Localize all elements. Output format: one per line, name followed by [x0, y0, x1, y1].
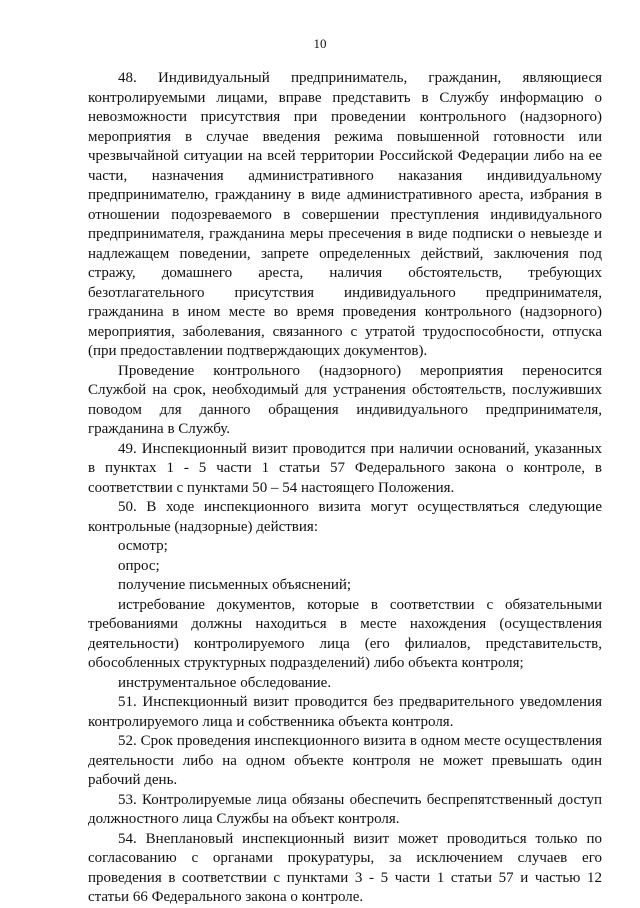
document-body — [88, 69, 602, 908]
list-item-instrumental-survey: инструментальное обследование. — [118, 674, 332, 691]
paragraph-48-continuation: Проведение контрольного (надзорного) мероприятия переносится Службой на срок, необходимый для устранения обстоятельств, послуживших поводом для данного обращения индивидуального предпринимателя, гражданина в Службу. — [88, 362, 602, 437]
list-item-inspection: осмотр; — [118, 538, 168, 554]
page-number: 10 — [313, 36, 327, 51]
paragraph-53: 53. Контролируемые лица обязаны обеспечить беспрепятственный доступ должностного лица Службы на объект контроля. — [88, 791, 602, 827]
paragraph-52: 52. Срок проведения инспекционного визита в одном месте осуществления деятельности либо на одном объекте контроля не может превышать один рабочий день. — [88, 733, 602, 788]
paragraph-54: 54. Внеплановый инспекционный визит может проводиться только по согласованию с органами прокуратуры, за исключением случаев его проведения в соответствии с пунктами 3 - 5 части 1 статьи 57 и частью 12 статьи 66 Федерального закона о контроле. — [88, 830, 602, 905]
list-item-written-explanations: получение письменных объяснений; — [118, 577, 352, 593]
paragraph-48: 48. Индивидуальный предприниматель, гражданин, являющиеся контролируемыми лицами, вправе представить в Службу информацию о невозможности присутствия при проведении контрольного (надзорного) мероприятия в случае введения режима повышенной готовности или чрезвычайной ситуации на всей территории Российской Федерации либо на ее части, назначения административного наказания индивидуальному предпринимателю, гражданину в виде административного ареста, избрания в отношении подозреваемого в совершении преступления индивидуального предпринимателя, гражданина меры пресечения в виде подписки о невыезде и надлежащем поведении, запрете определенных действий, заключения под стражу, домашнего ареста, наличия обстоятельств, требующих безотлагательного присутствия индивидуального предпринимателя, гражданина в ином месте во время проведения контрольного (надзорного) мероприятия, заболевания, связанного с утратой трудоспособности, отпуска (при предоставлении подтверждающих документов). — [88, 70, 602, 359]
list-item-document-request: истребование документов, которые в соответствии с обязательными требованиями должны находиться в месте нахождения (осуществления деятельности) контролируемого лица (его филиалов, представительств, обособленных структурных подразделений) либо объекта контроля; — [88, 596, 602, 671]
list-item-interview: опрос; — [118, 557, 160, 574]
paragraph-50: 50. В ходе инспекционного визита могут осуществляться следующие контрольные (надзорные) действия: — [88, 499, 602, 535]
paragraph-49: 49. Инспекционный визит проводится при наличии оснований, указанных в пунктах 1 - 5 части 1 статьи 57 Федерального закона о контроле, в соответствии с пунктами 50 – 54 настоящего Положения. — [88, 440, 602, 496]
paragraph-51: 51. Инспекционный визит проводится без предварительного уведомления контролируемого лица и собственника объекта контроля. — [88, 694, 602, 730]
